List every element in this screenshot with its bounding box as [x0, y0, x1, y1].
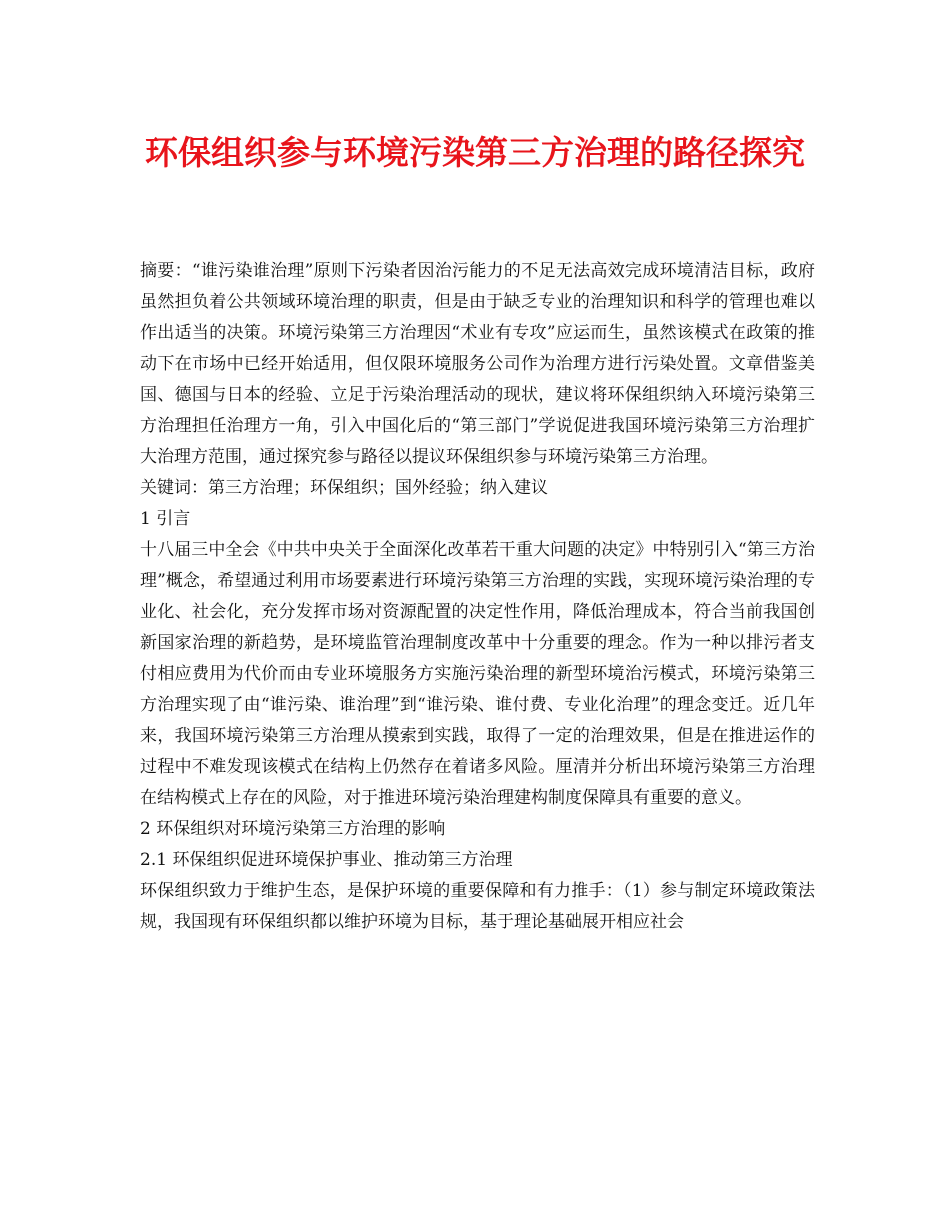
- document-title: 环保组织参与环境污染第三方治理的路径探究: [145, 133, 805, 172]
- abstract-paragraph: 摘要：“谁污染谁治理”原则下污染者因治污能力的不足无法高效完成环境清洁目标，政府虽然担负着公共领域环境治理的职责，但是由于缺乏专业的治理知识和科学的管理也难以作出适当的决策。环境污染第三方治理因“术业有专攻”应运而生，虽然该模式在政策的推动下在市场中已经开始适用，但仅限环境服务公司作为治理方进行污染处置。文章借鉴美国、德国与日本的经验、立足于污染治理活动的现状，建议将环保组织纳入环境污染第三方治理担任治理方一角，引入中国化后的“第三部门”学说促进我国环境污染第三方治理扩大治理方范围，通过探究参与路径以提议环保组织参与环境污染第三方治理。: [140, 261, 815, 467]
- subsection-2-1-paragraph: 环保组织致力于维护生态，是保护环境的重要保障和有力推手：（1）参与制定环境政策法规，我国现有环保组织都以维护环境为目标，基于理论基础展开相应社会: [140, 881, 815, 932]
- introduction-paragraph: 十八届三中全会《中共中央关于全面深化改革若干重大问题的决定》中特别引入“第三方治理”概念，希望通过利用市场要素进行环境污染第三方治理的实践，实现环境污染治理的专业化、社会化，充分发挥市场对资源配置的决定性作用，降低治理成本，符合当前我国创新国家治理的新趋势，是环境监管治理制度改革中十分重要的理念。作为一种以排污者支付相应费用为代价而由专业环境服务方实施污染治理的新型环境治污模式，环境污染第三方治理实现了由“谁污染、谁治理”到“谁污染、谁付费、专业化治理”的理念变迁。近几年来，我国环境污染第三方治理从摸索到实践，取得了一定的治理效果，但是在推进运作的过程中不难发现该模式在结构上仍然存在着诸多风险。厘清并分析出环境污染第三方治理在结构模式上存在的风险，对于推进环境污染治理建构制度保障具有重要的意义。: [140, 540, 815, 808]
- document-body: [140, 256, 815, 938]
- subsection-heading-2-1: 2.1 环保组织促进环境保护事业、推动第三方治理: [140, 850, 513, 870]
- section-heading-introduction: 1 引言: [140, 509, 191, 529]
- section-heading-2: 2 环保组织对环境污染第三方治理的影响: [140, 819, 446, 839]
- keywords-line: 关键词：第三方治理；环保组织；国外经验；纳入建议: [140, 478, 548, 498]
